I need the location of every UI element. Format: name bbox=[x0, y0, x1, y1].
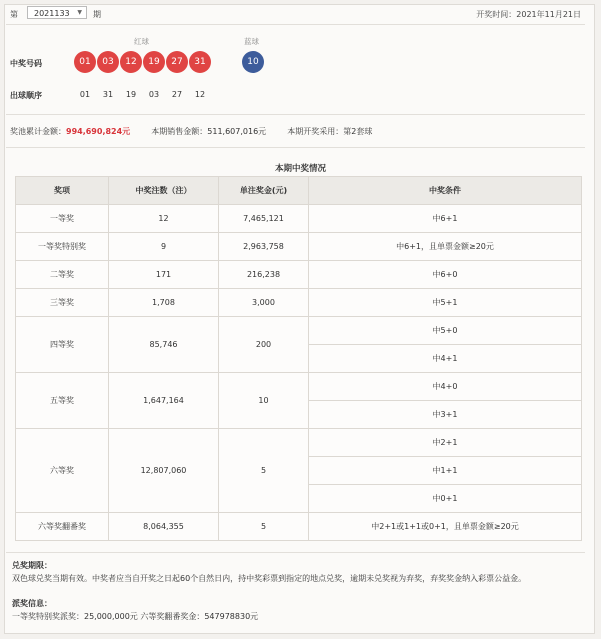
prize-amount: 5 bbox=[219, 513, 309, 541]
dispatch-title: 派奖信息： bbox=[12, 599, 52, 608]
table-row bbox=[16, 261, 582, 289]
red-ball: 31 bbox=[189, 51, 211, 73]
winner-count: 171 bbox=[109, 261, 219, 289]
prize-name: 五等奖 bbox=[16, 373, 109, 429]
issue-prefix: 第 bbox=[10, 10, 18, 19]
prize-amount: 7,465,121 bbox=[219, 205, 309, 233]
prize-table-title: 本期中奖情况 bbox=[274, 164, 326, 174]
issue-select[interactable] bbox=[27, 6, 87, 19]
winner-count: 1,708 bbox=[109, 289, 219, 317]
red-ball: 12 bbox=[120, 51, 142, 73]
draw-order-number: 03 bbox=[148, 90, 160, 99]
red-ball: 03 bbox=[97, 51, 119, 73]
win-condition: 中0+1 bbox=[309, 485, 582, 513]
prize-name: 一等奖特别奖 bbox=[16, 233, 109, 261]
deadline-title: 兑奖期限： bbox=[12, 561, 52, 570]
column-header: 单注奖金(元) bbox=[219, 177, 309, 205]
prize-name: 三等奖 bbox=[16, 289, 109, 317]
win-condition: 中5+1 bbox=[309, 289, 582, 317]
chevron-down-icon: ▼ bbox=[77, 9, 82, 16]
prize-name: 一等奖 bbox=[16, 205, 109, 233]
red-ball-caption: 红球 bbox=[134, 37, 149, 46]
table-row bbox=[16, 205, 582, 233]
prize-amount: 5 bbox=[219, 429, 309, 513]
win-condition: 中1+1 bbox=[309, 457, 582, 485]
winner-count: 9 bbox=[109, 233, 219, 261]
sales-value: 511,607,016元 bbox=[207, 127, 267, 136]
prize-amount: 2,963,758 bbox=[219, 233, 309, 261]
issue-bar bbox=[6, 6, 585, 20]
win-condition: 中3+1 bbox=[309, 401, 582, 429]
table-row bbox=[16, 429, 582, 457]
issue-suffix: 期 bbox=[93, 10, 101, 19]
prize-amount: 3,000 bbox=[219, 289, 309, 317]
winner-count: 85,746 bbox=[109, 317, 219, 373]
pool-value: 994,690,824元 bbox=[66, 127, 131, 136]
winner-count: 8,064,355 bbox=[109, 513, 219, 541]
win-condition: 中2+1 bbox=[309, 429, 582, 457]
draw-time: 开奖时间：2021年11月21日 bbox=[476, 10, 581, 19]
red-ball: 27 bbox=[166, 51, 188, 73]
win-condition: 中2+1或1+1或0+1，且单票金额≥20元 bbox=[309, 513, 582, 541]
blue-ball-caption: 蓝球 bbox=[244, 37, 259, 46]
sales-label: 本期销售金额： bbox=[151, 127, 208, 136]
win-condition: 中5+0 bbox=[309, 317, 582, 345]
draw-order-label: 出球顺序 bbox=[10, 91, 42, 100]
draw-order-number: 31 bbox=[102, 90, 114, 99]
divider bbox=[6, 24, 585, 25]
prize-amount: 10 bbox=[219, 373, 309, 429]
win-condition: 中6+0 bbox=[309, 261, 582, 289]
red-ball: 19 bbox=[143, 51, 165, 73]
win-condition: 中4+0 bbox=[309, 373, 582, 401]
draw-order-number: 27 bbox=[171, 90, 183, 99]
table-row bbox=[16, 513, 582, 541]
draw-order-number: 01 bbox=[79, 90, 91, 99]
prize-amount: 216,238 bbox=[219, 261, 309, 289]
draw-order-number: 19 bbox=[125, 90, 137, 99]
prize-table bbox=[15, 176, 582, 541]
divider bbox=[6, 147, 585, 148]
dispatch-text: 一等奖特别奖派奖：25,000,000元 六等奖翻番奖金：547978830元 bbox=[12, 612, 259, 621]
machine-label: 本期开奖采用： bbox=[287, 127, 344, 136]
column-header: 中奖条件 bbox=[309, 177, 582, 205]
column-header: 中奖注数（注） bbox=[109, 177, 219, 205]
table-row bbox=[16, 289, 582, 317]
winning-numbers-label: 中奖号码 bbox=[10, 59, 42, 68]
winner-count: 12,807,060 bbox=[109, 429, 219, 513]
pool-label: 奖池累计金额： bbox=[10, 127, 66, 136]
table-row bbox=[16, 233, 582, 261]
win-condition: 中6+1 bbox=[309, 205, 582, 233]
draw-order-number: 12 bbox=[194, 90, 206, 99]
prize-name: 六等奖 bbox=[16, 429, 109, 513]
machine-value: 第2套球 bbox=[343, 127, 373, 136]
blue-ball: 10 bbox=[242, 51, 264, 73]
red-ball: 01 bbox=[74, 51, 96, 73]
winner-count: 12 bbox=[109, 205, 219, 233]
prize-name: 二等奖 bbox=[16, 261, 109, 289]
divider bbox=[6, 552, 585, 553]
table-row bbox=[16, 317, 582, 345]
prize-amount: 200 bbox=[219, 317, 309, 373]
table-row bbox=[16, 373, 582, 401]
table-header-row bbox=[16, 177, 582, 205]
deadline-text: 双色球兑奖当期有效。中奖者应当自开奖之日起60个自然日内，持中奖彩票到指定的地点兑奖，逾期未兑奖视为弃奖，弃奖奖金纳入彩票公益金。 bbox=[12, 574, 527, 583]
divider bbox=[6, 114, 585, 115]
prize-name: 四等奖 bbox=[16, 317, 109, 373]
issue-value: 2021133 bbox=[34, 9, 70, 18]
prize-name: 六等奖翻番奖 bbox=[16, 513, 109, 541]
winner-count: 1,647,164 bbox=[109, 373, 219, 429]
column-header: 奖项 bbox=[16, 177, 109, 205]
win-condition: 中4+1 bbox=[309, 345, 582, 373]
win-condition: 中6+1，且单票金额≥20元 bbox=[309, 233, 582, 261]
sales-summary bbox=[10, 126, 372, 137]
